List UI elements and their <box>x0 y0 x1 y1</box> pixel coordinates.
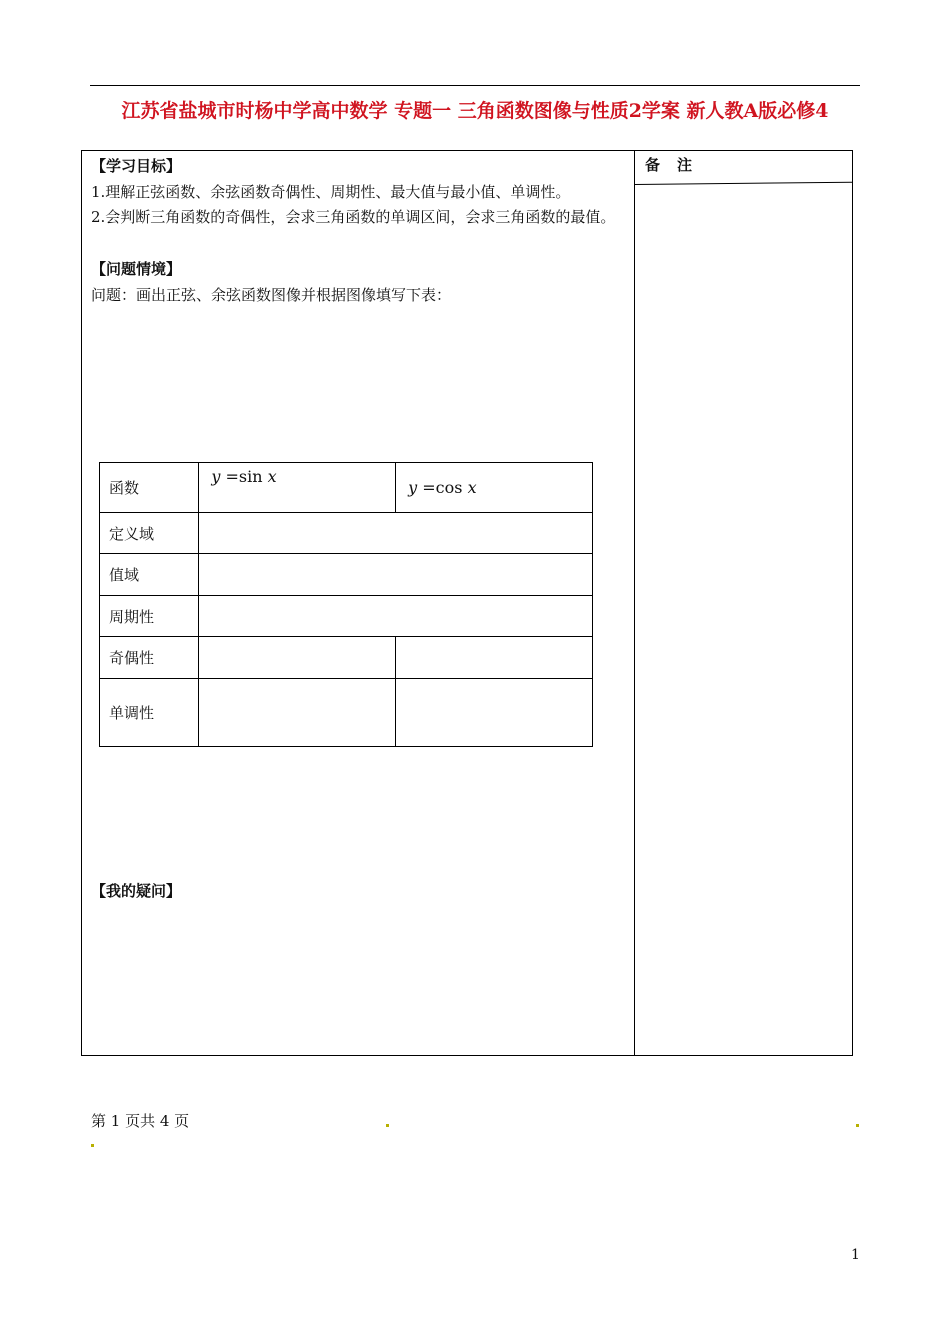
properties-table <box>99 462 593 747</box>
sin-formula: y =sin x <box>211 467 277 486</box>
row-cell-monotonicity-sin <box>199 679 396 747</box>
row-cell-parity-cos <box>396 637 593 679</box>
row-label-period: 周期性 <box>100 596 199 637</box>
document-title: 江苏省盐城市时杨中学高中数学 专题一 三角函数图像与性质2学案 新人教A版必修4 <box>121 100 829 122</box>
row-cell-monotonicity-cos <box>396 679 593 747</box>
table-row <box>100 513 593 554</box>
table-header-cos <box>396 463 593 513</box>
table-row <box>100 679 593 747</box>
notes-header: 备 注 <box>645 156 694 174</box>
table-row <box>100 554 593 596</box>
row-label-monotonicity: 单调性 <box>100 679 199 747</box>
row-cell-domain <box>199 513 593 554</box>
table-header-function: 函数 <box>100 463 199 513</box>
decorative-dot <box>91 1144 94 1147</box>
question-text: 问题：画出正弦、余弦函数图像并根据图像填写下表： <box>91 286 452 304</box>
row-label-range: 值域 <box>100 554 199 596</box>
row-label-parity: 奇偶性 <box>100 637 199 679</box>
header-rule <box>90 85 860 86</box>
table-header-row <box>100 463 593 513</box>
decorative-dot <box>856 1124 859 1127</box>
table-row <box>100 596 593 637</box>
notes-column-divider <box>634 150 635 1055</box>
row-cell-period <box>199 596 593 637</box>
goal-2: 2.会判断三角函数的奇偶性，会求三角函数的单调区间，会求三角函数的最值。 <box>91 208 616 226</box>
row-label-domain: 定义域 <box>100 513 199 554</box>
cos-formula: y =cos x <box>408 478 477 497</box>
page-footer: 第 1 页共 4 页 <box>91 1112 190 1130</box>
goals-heading: 【学习目标】 <box>91 157 182 175</box>
doubts-heading: 【我的疑问】 <box>91 882 182 900</box>
row-cell-parity-sin <box>199 637 396 679</box>
decorative-dot <box>386 1124 389 1127</box>
goal-1: 1.理解正弦函数、余弦函数奇偶性、周期性、最大值与最小值、单调性。 <box>91 183 571 201</box>
page-number: 1 <box>851 1247 860 1263</box>
row-cell-range <box>199 554 593 596</box>
context-heading: 【问题情境】 <box>91 260 182 278</box>
table-header-sin <box>199 463 396 513</box>
table-row <box>100 637 593 679</box>
